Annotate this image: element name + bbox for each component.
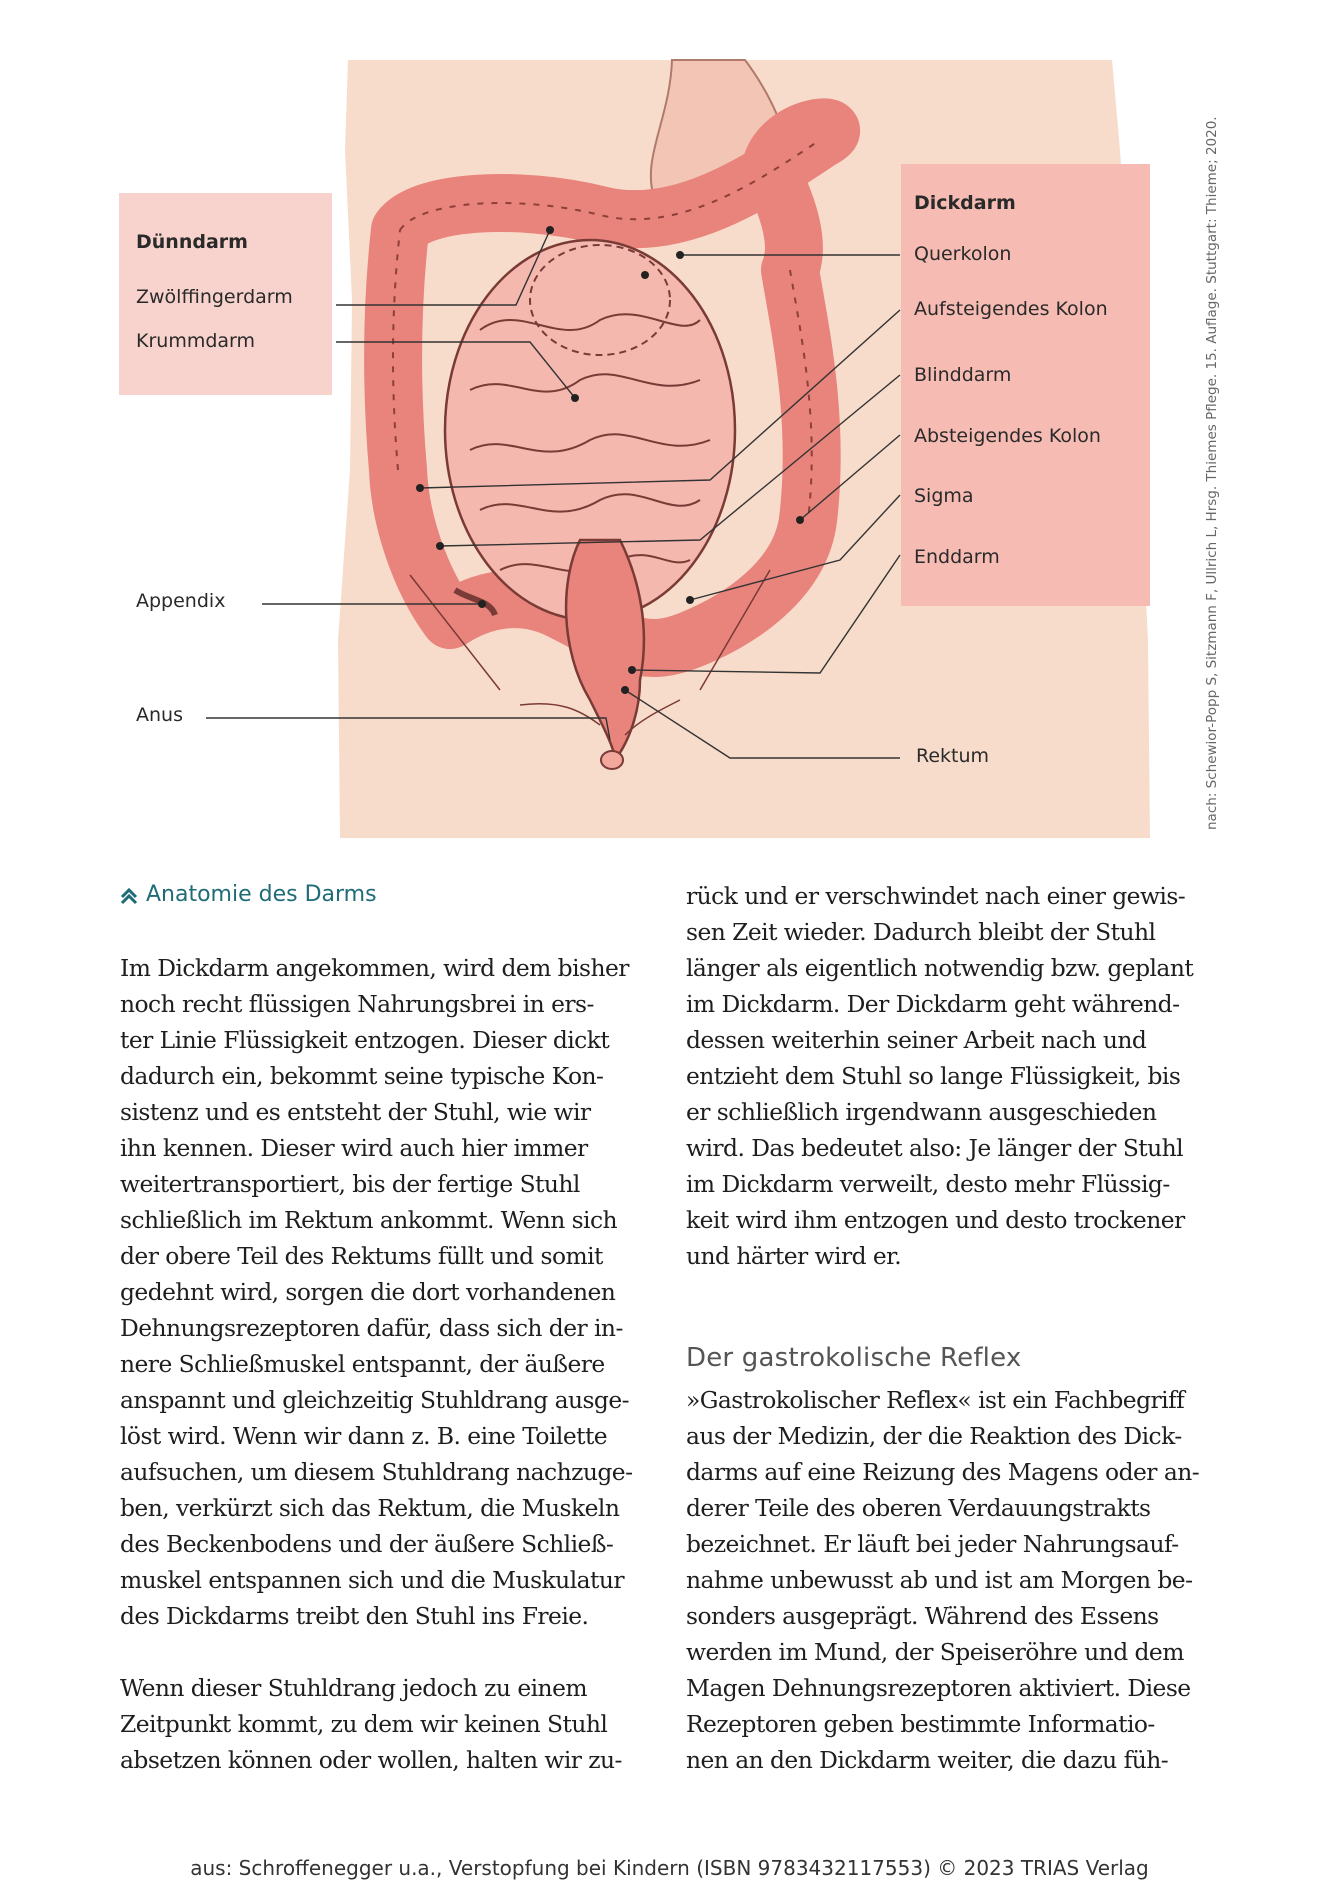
text-line: und härter wird er. — [686, 1242, 902, 1270]
text-line: anspannt und gleichzeitig Stuhldrang ausge- — [120, 1386, 630, 1414]
label-zwoelffingerdarm: Zwölffingerdarm — [136, 286, 293, 308]
label-sigma: Sigma — [914, 485, 974, 507]
text-line: entzieht dem Stuhl so lange Flüssigkeit, bis — [686, 1062, 1181, 1090]
right-paragraph-2 — [686, 1382, 1206, 1778]
label-rektum: Rektum — [916, 745, 990, 767]
text-line: weitertransportiert, bis der fertige Stuhl — [120, 1170, 580, 1198]
figure-caption — [120, 882, 377, 907]
text-line: Wenn dieser Stuhldrang jedoch zu einem — [120, 1674, 587, 1702]
label-absteigendes-kolon: Absteigendes Kolon — [914, 425, 1101, 447]
text-line: nen an den Dickdarm weiter, die dazu füh- — [686, 1746, 1169, 1774]
caption-text: Anatomie des Darms — [146, 882, 377, 907]
text-line: rück und er verschwindet nach einer gewis- — [686, 882, 1186, 910]
text-line: noch recht flüssigen Nahrungsbrei in ers- — [120, 990, 594, 1018]
text-line: nahme unbewusst ab und ist am Morgen be- — [686, 1566, 1193, 1594]
label-querkolon: Querkolon — [914, 243, 1012, 265]
text-line: länger als eigentlich notwendig bzw. geplant — [686, 954, 1194, 982]
text-line: Im Dickdarm angekommen, wird dem bisher — [120, 954, 629, 982]
text-line: darms auf eine Reizung des Magens oder an- — [686, 1458, 1200, 1486]
text-line: er schließlich irgendwann ausgeschieden — [686, 1098, 1157, 1126]
anatomy-figure — [0, 0, 1339, 840]
label-aufsteigendes-kolon: Aufsteigendes Kolon — [914, 298, 1108, 320]
text-line: Zeitpunkt kommt, zu dem wir keinen Stuhl — [120, 1710, 608, 1738]
text-line: des Beckenbodens und der äußere Schließ- — [120, 1530, 614, 1558]
label-blinddarm: Blinddarm — [914, 364, 1012, 386]
text-line: löst wird. Wenn wir dann z. B. eine Toilette — [120, 1422, 608, 1450]
section-heading: Der gastrokolische Reflex — [686, 1343, 1022, 1373]
label-krummdarm: Krummdarm — [136, 330, 256, 352]
text-line: sistenz und es entsteht der Stuhl, wie wir — [120, 1098, 591, 1126]
text-line: ter Linie Flüssigkeit entzogen. Dieser dickt — [120, 1026, 610, 1054]
text-line: Dehnungsrezeptoren dafür, dass sich der in- — [120, 1314, 623, 1342]
text-line: sonders ausgeprägt. Während des Essens — [686, 1602, 1159, 1630]
text-line: derer Teile des oberen Verdauungstrakts — [686, 1494, 1151, 1522]
right-paragraph-1 — [686, 878, 1206, 1274]
anus — [601, 751, 623, 769]
text-line: aus der Medizin, der die Reaktion des Dick- — [686, 1422, 1182, 1450]
text-line: keit wird ihm entzogen und desto trockener — [686, 1206, 1185, 1234]
text-line: ihn kennen. Dieser wird auch hier immer — [120, 1134, 588, 1162]
text-line: ben, verkürzt sich das Rektum, die Muskeln — [120, 1494, 620, 1522]
duenndarm-label-box — [119, 193, 332, 395]
text-line: »Gastrokolischer Reflex« ist ein Fachbegriff — [686, 1386, 1185, 1414]
label-enddarm: Enddarm — [914, 546, 1000, 568]
text-line: sen Zeit wieder. Dadurch bleibt der Stuhl — [686, 918, 1156, 946]
text-line: dessen weiterhin seiner Arbeit nach und — [686, 1026, 1147, 1054]
text-line: im Dickdarm. Der Dickdarm geht während- — [686, 990, 1180, 1018]
text-line: der obere Teil des Rektums füllt und somit — [120, 1242, 603, 1270]
text-line: werden im Mund, der Speiseröhre und dem — [686, 1638, 1184, 1666]
text-line: wird. Das bedeutet also: Je länger der Stuhl — [686, 1134, 1184, 1162]
text-line: des Dickdarms treibt den Stuhl ins Freie. — [120, 1602, 589, 1630]
text-line: muskel entspannen sich und die Muskulatur — [120, 1566, 625, 1594]
text-line: gedehnt wird, sorgen die dort vorhandenen — [120, 1278, 616, 1306]
text-line: Rezeptoren geben bestimmte Informatio- — [686, 1710, 1155, 1738]
page-footer: aus: Schroffenegger u.a., Verstopfung bei Kindern (ISBN 9783432117553) © 2023 TRIAS Verlag — [190, 1856, 1149, 1880]
text-line: Magen Dehnungsrezeptoren aktiviert. Diese — [686, 1674, 1191, 1702]
text-line: bezeichnet. Er läuft bei jeder Nahrungsauf- — [686, 1530, 1179, 1558]
left-paragraph-2 — [120, 1670, 640, 1778]
label-appendix: Appendix — [136, 590, 226, 612]
dickdarm-title: Dickdarm — [914, 192, 1016, 214]
dickdarm-label-box — [901, 164, 1150, 606]
label-anus: Anus — [136, 704, 183, 726]
text-line: im Dickdarm verweilt, desto mehr Flüssig- — [686, 1170, 1170, 1198]
left-paragraph-1 — [120, 950, 640, 1634]
text-line: schließlich im Rektum ankommt. Wenn sich — [120, 1206, 618, 1234]
text-line: absetzen können oder wollen, halten wir zu- — [120, 1746, 622, 1774]
text-line: nere Schließmuskel entspannt, der äußere — [120, 1350, 605, 1378]
figure-credit: nach: Schewior-Popp S, Sitzmann F, Ullrich L, Hrsg. Thiemes Pflege. 15. Auflage. Stuttgart: Thieme; 2020. — [1204, 116, 1220, 830]
duenndarm-title: Dünndarm — [136, 231, 248, 253]
chevron-up-icon — [120, 886, 138, 904]
text-line: dadurch ein, bekommt seine typische Kon- — [120, 1062, 604, 1090]
text-line: aufsuchen, um diesem Stuhldrang nachzuge- — [120, 1458, 633, 1486]
